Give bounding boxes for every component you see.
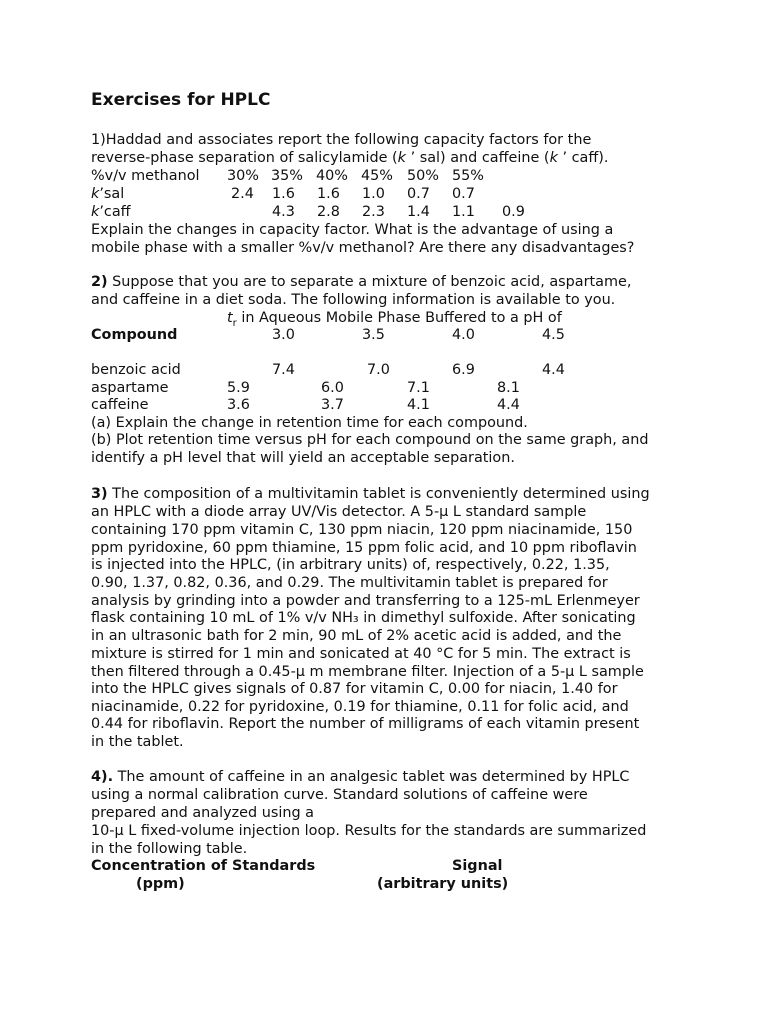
- q3-line: niacinamide, 0.22 for pyridoxine, 0.19 for thiamine, 0.11 for folic acid, and: [91, 699, 629, 715]
- q3-line: is injected into the HPLC, (in arbitrary units) of, respectively, 0.22, 1.35,: [91, 557, 610, 573]
- q1-intro-line2: [91, 149, 608, 167]
- signal-unit: (arbitrary units): [377, 876, 509, 892]
- retention-value: 6.0: [321, 380, 344, 396]
- kcaff-value: 1.1: [452, 204, 475, 220]
- q3-line1-text: The composition of a multivitamin tablet is conveniently determined using: [107, 486, 650, 502]
- kcaff-value: 2.3: [362, 204, 385, 220]
- q4-line1-text: The amount of caffeine in an analgesic tablet was determined by HPLC: [113, 769, 630, 785]
- q2-part-a: (a) Explain the change in retention time for each compound.: [91, 415, 528, 431]
- k-symbol: k: [549, 150, 558, 166]
- q4-line: in the following table.: [91, 841, 248, 857]
- q3-line: then filtered through a 0.45-μ m membrane filter. Injection of a 5-μ L sample: [91, 664, 644, 680]
- methanol-value: 45%: [361, 168, 393, 184]
- q3-line: into the HPLC gives signals of 0.87 for vitamin C, 0.00 for niacin, 1.40 for: [91, 681, 618, 697]
- ph-value: 3.0: [272, 327, 295, 343]
- compound-header: Compound: [91, 327, 178, 343]
- ph-value: 4.5: [542, 327, 565, 343]
- q3-line: mixture is stirred for 1 min and sonicated at 40 °C for 5 min. The extract is: [91, 646, 631, 662]
- methanol-value: 35%: [271, 168, 303, 184]
- kcaff-value: 2.8: [317, 204, 340, 220]
- concentration-header: Concentration of Standards: [91, 858, 316, 874]
- q2-part-b-line2: identify a pH level that will yield an acceptable separation.: [91, 450, 515, 466]
- compound-name: benzoic acid: [91, 362, 181, 378]
- ksal-value: 0.7: [407, 186, 430, 202]
- q1-explain-line2: mobile phase with a smaller %v/v methanol? Are there any disadvantages?: [91, 240, 635, 256]
- kcaff-value: 4.3: [272, 204, 295, 220]
- ksal-label-rest: ’sal: [99, 186, 125, 202]
- ksal-value: 1.0: [362, 186, 385, 202]
- concentration-unit: (ppm): [136, 876, 185, 892]
- retention-value: 3.6: [227, 397, 250, 413]
- q3-line: in an ultrasonic bath for 2 min, 90 mL of 2% acetic acid is added, and the: [91, 628, 622, 644]
- retention-value: 4.4: [497, 397, 520, 413]
- ksal-value: 1.6: [317, 186, 340, 202]
- k-symbol: k: [91, 186, 100, 202]
- kcaff-value: 1.4: [407, 204, 430, 220]
- methanol-label: %v/v methanol: [91, 168, 200, 184]
- methanol-value: 55%: [452, 168, 484, 184]
- q3-line1: [91, 485, 650, 503]
- q3-line: 0.90, 1.37, 0.82, 0.36, and 0.29. The multivitamin tablet is prepared for: [91, 575, 608, 591]
- retention-header-text: in Aqueous Mobile Phase Buffered to a pH of: [236, 310, 562, 326]
- retention-value: 4.4: [542, 362, 565, 378]
- compound-name: aspartame: [91, 380, 169, 396]
- q1-intro-text-a: reverse-phase separation of salicylamide (: [91, 150, 398, 166]
- q4-line: prepared and analyzed using a: [91, 805, 315, 821]
- q1-explain-line1: Explain the changes in capacity factor. What is the advantage of using a: [91, 222, 614, 238]
- q2-part-b-line1: (b) Plot retention time versus pH for each compound on the same graph, and: [91, 432, 649, 448]
- kcaff-value: 0.9: [502, 204, 525, 220]
- ksal-value: 0.7: [452, 186, 475, 202]
- ksal-value: 2.4: [231, 186, 254, 202]
- q4-number: 4).: [91, 769, 114, 785]
- methanol-value: 50%: [407, 168, 439, 184]
- compound-name: caffeine: [91, 397, 149, 413]
- r-subscript: r: [232, 317, 237, 329]
- retention-value: 4.1: [407, 397, 430, 413]
- retention-value: 7.4: [272, 362, 295, 378]
- q3-line: analysis by grinding into a powder and transferring to a 125-mL Erlenmeyer: [91, 593, 640, 609]
- q2-line1: [91, 273, 631, 291]
- q3-line: an HPLC with a diode array UV/Vis detector. A 5-μ L standard sample: [91, 504, 587, 520]
- q3-line: ppm pyridoxine, 60 ppm thiamine, 15 ppm folic acid, and 10 ppm riboflavin: [91, 540, 637, 556]
- retention-value: 8.1: [497, 380, 520, 396]
- q2-line1-text: Suppose that you are to separate a mixture of benzoic acid, aspartame,: [107, 274, 632, 290]
- ksal-label: [91, 185, 124, 203]
- q4-line1: [91, 768, 629, 786]
- ph-value: 4.0: [452, 327, 475, 343]
- methanol-value: 40%: [316, 168, 348, 184]
- q4-line: 10-μ L fixed-volume injection loop. Results for the standards are summarized: [91, 823, 647, 839]
- k-symbol: k: [91, 204, 100, 220]
- ph-value: 3.5: [362, 327, 385, 343]
- retention-value: 6.9: [452, 362, 475, 378]
- q3-line: flask containing 10 mL of 1% v/v NH₃ in dimethyl sulfoxide. After sonicating: [91, 610, 636, 626]
- ksal-value: 1.6: [272, 186, 295, 202]
- signal-header: Signal: [452, 858, 503, 874]
- page-title: Exercises for HPLC: [91, 90, 271, 110]
- retention-value: 7.0: [367, 362, 390, 378]
- q3-line: 0.44 for riboflavin. Report the number of milligrams of each vitamin present: [91, 716, 640, 732]
- q1-intro-text-b: ’ sal) and caffeine (: [406, 150, 550, 166]
- q3-line: in the tablet.: [91, 734, 184, 750]
- retention-value: 3.7: [321, 397, 344, 413]
- retention-value: 5.9: [227, 380, 250, 396]
- q4-line: using a normal calibration curve. Standard solutions of caffeine were: [91, 787, 588, 803]
- q3-line: containing 170 ppm vitamin C, 130 ppm niacin, 120 ppm niacinamide, 150: [91, 522, 633, 538]
- methanol-value: 30%: [227, 168, 259, 184]
- q1-intro-line1: 1)Haddad and associates report the following capacity factors for the: [91, 132, 592, 148]
- kcaff-label: [91, 203, 131, 221]
- q2-line2: and caffeine in a diet soda. The following information is available to you.: [91, 292, 616, 308]
- q1-intro-text-c: ’ caff).: [557, 150, 609, 166]
- t-symbol: t: [227, 310, 233, 326]
- q2-number: 2): [91, 274, 108, 290]
- retention-value: 7.1: [407, 380, 430, 396]
- k-symbol: k: [397, 150, 407, 166]
- q3-number: 3): [91, 486, 108, 502]
- kcaff-label-rest: ’caff: [99, 204, 131, 220]
